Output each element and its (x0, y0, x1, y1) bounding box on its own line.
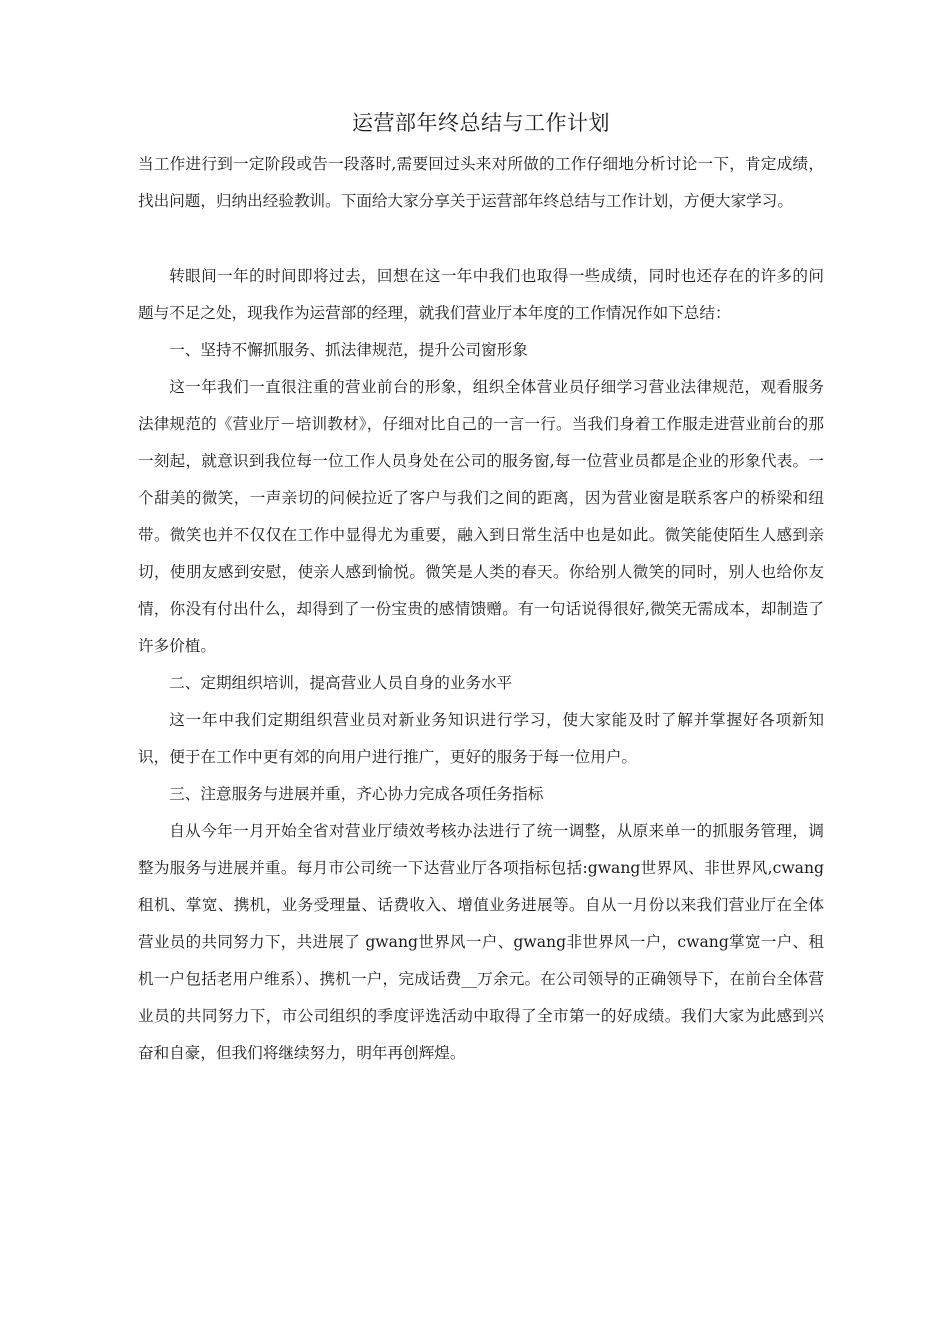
document-title: 运营部年终总结与工作计划 (352, 111, 610, 135)
document-page (138, 100, 824, 1072)
blank-line (138, 220, 824, 258)
intro-paragraph: 当工作进行到一定阶段或告一段落时,需要回过头来对所做的工作仔细地分析讨论一下，肯定成绩，找出问题，归纳出经验教训。下面给大家分享关于运营部年终总结与工作计划，方便大家学习。 (138, 155, 824, 210)
body-paragraph-4: 自从今年一月开始全省对营业厅绩效考核办法进行了统一调整，从原来单一的抓服务管理，调整为服务与进展并重。每月市公司统一下达营业厅各项指标包括:gwang世界风、非世界风,cwang租机、掌宽、携机，业务受理量、话费收入、增值业务进展等。自从一月份以来我们营业厅在全体营业员的共同努力下，共进展了 gwang世界风一户、gwang非世界风一户，cwang掌宽一户、租机一户包括老用户维系）、携机一户，完成话费__万余元。在公司领导的正确领导下，在前台全体营业员的共同努力下，市公司组织的季度评选活动中取得了全市第一的好成绩。我们大家为此感到兴奋和自豪，但我们将继续努力，明年再创辉煌。 (138, 822, 824, 1062)
section-heading-3: 三、注意服务与进展并重，齐心协力完成各项任务指标 (169, 785, 544, 803)
body-paragraph-1: 转眼间一年的时间即将过去，回想在这一年中我们也取得一些成绩，同时也还存在的许多的问题与不足之处，现我作为运营部的经理，就我们营业厅本年度的工作情况作如下总结： (138, 267, 824, 322)
body-paragraph-2: 这一年我们一直很注重的营业前台的形象，组织全体营业员仔细学习营业法律规范，观看服务法律规范的《营业厅－培训教材》，仔细对比自己的一言一行。当我们身着工作服走进营业前台的那一刻起，就意识到我位每一位工作人员身处在公司的服务窗,每一位营业员都是企业的形象代表。一个甜美的微笑，一声亲切的问候拉近了客户与我们之间的距离，因为营业窗是联系客户的桥梁和纽带。微笑也并不仅仅在工作中显得尤为重要，融入到日常生活中也是如此。微笑能使陌生人感到亲切，使朋友感到安慰，使亲人感到愉悦。微笑是人类的春天。你给别人微笑的同时，别人也给你友情，你没有付出什么，却得到了一份宝贵的感情馈赠。有一句话说得很好,微笑无需成本，却制造了许多价植。 (138, 378, 824, 655)
section-heading-1: 一、坚持不懈抓服务、抓法律规范，提升公司窗形象 (169, 341, 528, 359)
body-paragraph-3: 这一年中我们定期组织营业员对新业务知识进行学习，使大家能及时了解并掌握好各项新知识，便于在工作中更有郊的向用户进行推广，更好的服务于每一位用户。 (138, 711, 824, 766)
section-heading-2: 二、定期组织培训，提高营业人员自身的业务水平 (169, 674, 513, 692)
